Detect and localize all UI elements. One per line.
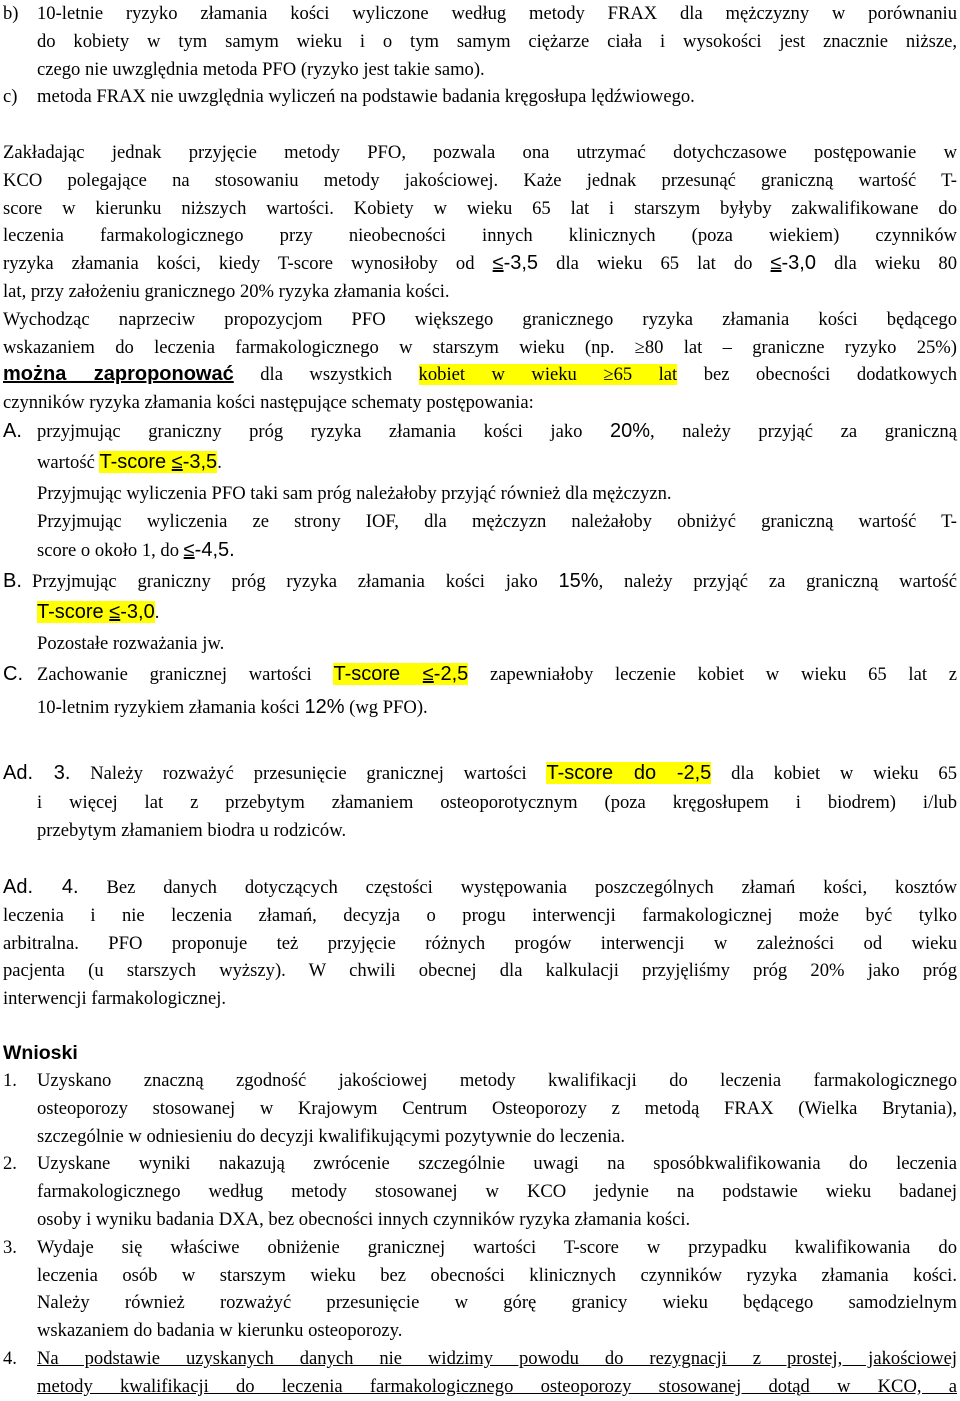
text-line: leczenia farmakologicznego przy nieobecności innych klinicznych (poza wiekiem) czynników	[3, 225, 957, 247]
text-line: Wydaje się właściwe obniżenie granicznej wartości T-score w przypadku kwalifikowania do	[37, 1236, 957, 1258]
text-line: Ad. 3. Należy rozważyć przesunięcie granicznej wartości T-score do -2,5 dla kobiet w wieku 65	[3, 762, 957, 784]
text-line: farmakologicznego według metody stosowanej w KCO jedynie na podstawie wieku badanej	[37, 1181, 957, 1203]
text-line: KCO polegające na stosowaniu metody jakościowej. Każe jednak przesunąć graniczną wartość T-	[3, 169, 957, 191]
text-line: czynników ryzyka złamania kości następujące schematy postępowania:	[3, 392, 534, 414]
item-marker: B.	[3, 570, 22, 592]
text-line: Należy również rozważyć przesunięcie w górę granicy wieku będącego samodzielnym	[37, 1292, 957, 1314]
item-marker: b)	[3, 3, 19, 24]
item-marker: 4.	[3, 1348, 17, 1369]
item-marker: c)	[3, 86, 18, 108]
text-line: score o około 1, do ≤-4,5.	[37, 539, 235, 561]
highlighted-text: T-score ≤-2,5	[333, 663, 469, 685]
text-line: ryzyka złamania kości, kiedy T-score wynosiłoby od ≤-3,5 dla wieku 65 lat do ≤-3,0 dla wieku 80	[3, 252, 957, 275]
item-marker: C.	[3, 663, 23, 685]
highlighted-text: T-score do -2,5	[546, 762, 712, 784]
highlighted-text: kobiet w wieku ≥65 lat	[418, 364, 678, 386]
item-marker: 1.	[3, 1070, 17, 1091]
text-line: Wychodząc naprzeciw propozycjom PFO większego granicznego ryzyka złamania kości będącego	[3, 308, 957, 330]
le-symbol: ≤	[770, 252, 782, 275]
text-line: Uzyskane wyniki nakazują zwrócenie szczególnie uwagi na sposóbkwalifikowania do leczenia	[37, 1153, 957, 1175]
section-heading: Wnioski	[3, 1042, 78, 1064]
text-line: arbitralna. PFO proponuje też przyjęcie różnych progów interwencji w zależności od wieku	[3, 932, 957, 954]
item-marker: 2.	[3, 1153, 17, 1175]
highlighted-text: T-score ≤-3,0	[37, 601, 155, 623]
text-line: pacjenta (u starszych wyższy). W chwili obecnej dla kalkulacji przyjęliśmy próg 20% jako próg	[3, 960, 957, 982]
text-line: wskazaniem do badania w kierunku osteoporozy.	[37, 1320, 403, 1342]
text-line: Zakładając jednak przyjęcie metody PFO, pozwala ona utrzymać dotychczasowe postępowanie w	[3, 142, 957, 163]
item-marker: 3.	[3, 1236, 17, 1258]
text-line: 10-letnie ryzyko złamania kości wyliczone według metody FRAX dla mężczyzny w porównaniu	[37, 3, 957, 24]
text-line: przyjmując graniczny próg ryzyka złamania kości jako 20%, należy przyjąć za graniczną	[37, 420, 957, 442]
text-line: wskazaniem do leczenia farmakologicznego w starszym wieku (np. ≥80 lat – graniczne ryzyko 25%)	[3, 336, 957, 358]
text-line: score w kierunku niższych wartości. Kobiety w wieku 65 lat i starszym byłyby zakwalifikowane do	[3, 197, 957, 219]
item-marker: Ad. 4.	[3, 876, 79, 898]
text-line: lat, przy założeniu granicznego 20% ryzyka złamania kości.	[3, 281, 450, 302]
ge-symbol: ≥	[634, 336, 645, 358]
text-line: metody kwalifikacji do leczenia farmakologicznego osteoporozy stosowanej dotąd w KCO, a	[37, 1375, 957, 1397]
text-line: Uzyskano znaczną zgodność jakościowej metody kwalifikacji do leczenia farmakologicznego	[37, 1070, 957, 1091]
text-line: leczenia i nie leczenia złamań, decyzja o progu interwencji farmakologicznej może być tylko	[3, 904, 957, 926]
text-line: Przyjmując wyliczenia PFO taki sam próg należałoby przyjąć również dla mężczyzn.	[37, 483, 672, 504]
text-line: można zaproponować dla wszystkich kobiet w wieku ≥65 lat bez obecności dodatkowych	[3, 363, 958, 386]
text-line: Pozostałe rozważania jw.	[37, 633, 225, 654]
text-line: do kobiety w tym samym wieku i o tym samym ciężarze ciała i wysokości jest znacznie niższe,	[37, 30, 957, 52]
text-line: leczenia osób w starszym wieku bez obecności klinicznych czynników ryzyka złamania kości.	[37, 1264, 957, 1286]
text-line: Na podstawie uzyskanych danych nie widzimy powodu do rezygnacji z prostej, jakościowej	[37, 1348, 957, 1369]
highlighted-text: T-score ≤-3,5	[99, 451, 218, 473]
text-line: przebytym złamaniem biodra u rodziców.	[37, 819, 347, 841]
text-line: 10-letnim ryzykiem złamania kości 12% (wg PFO).	[37, 696, 428, 718]
text-line: czego nie uwzględnia metoda PFO (ryzyko jest takie samo).	[37, 58, 485, 80]
text-line: Zachowanie granicznej wartości T-score ≤-2,5 zapewniałoby leczenie kobiet w wieku 65 lat z	[37, 663, 957, 685]
item-marker: Ad. 3.	[3, 762, 71, 784]
text-line: osoby i wyniku badania DXA, bez obecności innych czynników ryzyka złamania kości.	[37, 1209, 691, 1230]
text-line: Przyjmując graniczny próg ryzyka złamania kości jako 15%, należy przyjąć za graniczną wartość	[32, 570, 957, 592]
text-line: Przyjmując wyliczenia ze strony IOF, dla mężczyzn należałoby obniżyć graniczną wartość T-	[37, 510, 957, 532]
text-line: metoda FRAX nie uwzględnia wyliczeń na podstawie badania kręgosłupa lędźwiowego.	[37, 86, 695, 108]
le-symbol: ≤	[492, 252, 504, 275]
text-line: interwencji farmakologicznej.	[3, 988, 227, 1010]
text-line: T-score ≤-3,0.	[37, 601, 160, 623]
text-line: wartość T-score ≤-3,5.	[37, 451, 222, 473]
item-marker: A.	[3, 420, 22, 442]
text-line: i więcej lat z przebytym złamaniem osteoporotycznym (poza kręgosłupem i biodrem) i/lub	[37, 792, 957, 813]
emphasis-text: można zaproponować	[3, 363, 234, 386]
text-line: szczególnie w odniesieniu do decyzji kwalifikującymi pozytywnie do leczenia.	[37, 1125, 626, 1147]
text-line: osteoporozy stosowanej w Krajowym Centrum Osteoporozy z metodą FRAX (Wielka Brytania),	[37, 1097, 957, 1119]
text-line: Ad. 4. Bez danych dotyczących częstości występowania poszczególnych złamań kości, kosztów	[3, 876, 957, 898]
